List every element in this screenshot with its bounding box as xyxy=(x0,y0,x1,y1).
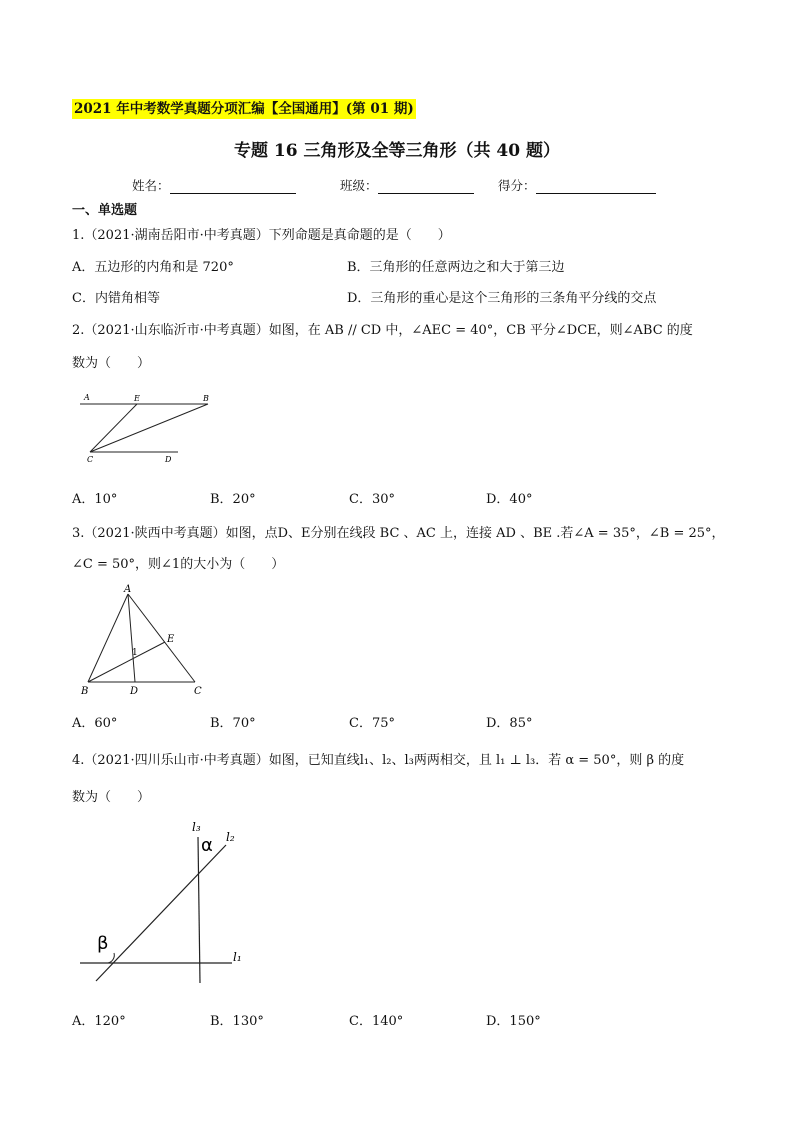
class-field xyxy=(340,176,474,194)
name-blank[interactable] xyxy=(170,180,296,194)
label-l2: l₂ xyxy=(226,830,235,844)
label-l3: l₃ xyxy=(192,820,201,834)
question-1-option-a: A．五边形的内角和是 720° xyxy=(72,260,234,275)
question-2-stem-line2: 数为（ ） xyxy=(72,356,151,371)
question-3-option-d: D．85° xyxy=(486,716,533,731)
question-3-option-a: A．60° xyxy=(72,716,118,731)
label-b: B xyxy=(81,686,89,697)
question-1-option-c: C．内错角相等 xyxy=(72,291,160,306)
question-1-stem: 1.（2021·湖南岳阳市·中考真题）下列命题是真命题的是（ ） xyxy=(72,228,451,243)
segment-ac xyxy=(128,594,195,682)
angle-beta-arc xyxy=(108,953,114,963)
series-banner: 2021 年中考数学真题分项汇编【全国通用】(第 01 期) xyxy=(74,101,414,117)
question-1-option-b: B．三角形的任意两边之和大于第三边 xyxy=(347,260,565,275)
question-3-stem-line2: ∠C = 50°，则∠1的大小为（ ） xyxy=(72,557,285,572)
question-4-option-c: C．140° xyxy=(349,1014,404,1029)
question-2-option-d: D．40° xyxy=(486,492,533,507)
label-beta: β xyxy=(97,933,109,954)
label-e: E xyxy=(134,394,140,403)
segment-be xyxy=(88,642,165,682)
segment-ad xyxy=(128,594,135,682)
question-2-option-a: A．10° xyxy=(72,492,118,507)
label-b: B xyxy=(203,394,209,403)
label-l1: l₁ xyxy=(233,950,242,964)
class-blank[interactable] xyxy=(378,180,474,194)
label-e: E xyxy=(167,634,175,645)
question-4-option-d: D．150° xyxy=(486,1014,541,1029)
question-2-option-b: B．20° xyxy=(210,492,256,507)
section-title: 一、单选题 xyxy=(72,203,138,218)
question-2-figure xyxy=(70,390,230,470)
name-field xyxy=(132,176,296,194)
question-3-figure xyxy=(78,582,218,700)
line-l2 xyxy=(96,845,226,981)
score-blank[interactable] xyxy=(536,180,656,194)
segment-ce xyxy=(90,404,137,452)
question-4-stem-line1: 4.（2021·四川乐山市·中考真题）如图，已知直线l₁、l₂、l₃两两相交，且 l₁ ⊥ l₃．若 α = 50°，则 β 的度 xyxy=(72,753,685,768)
class-label: 班级： xyxy=(340,178,378,193)
question-3-option-c: C．75° xyxy=(349,716,395,731)
question-4-option-b: B．130° xyxy=(210,1014,264,1029)
label-alpha: α xyxy=(201,835,213,856)
score-field xyxy=(498,176,656,194)
line-l3 xyxy=(198,837,200,983)
question-3-option-b: B．70° xyxy=(210,716,256,731)
label-a: A xyxy=(124,584,132,595)
label-d: D xyxy=(130,686,139,697)
label-c: C xyxy=(87,455,94,464)
question-1-option-d: D．三角形的重心是这个三角形的三条角平分线的交点 xyxy=(347,291,657,306)
segment-cb xyxy=(90,404,208,452)
label-angle-1: 1 xyxy=(132,648,138,658)
segment-ab xyxy=(88,594,128,682)
label-d: D xyxy=(165,455,172,464)
label-c: C xyxy=(194,686,202,697)
question-2-option-c: C．30° xyxy=(349,492,395,507)
question-4-stem-line2: 数为（ ） xyxy=(72,790,151,805)
question-4-option-a: A．120° xyxy=(72,1014,126,1029)
question-2-stem-line1: 2.（2021·山东临沂市·中考真题）如图，在 AB // CD 中，∠AEC = 40°，CB 平分∠DCE，则∠ABC 的度 xyxy=(72,323,693,338)
page-title: 专题 16 三角形及全等三角形（共 40 题） xyxy=(234,141,560,161)
score-label: 得分： xyxy=(498,178,536,193)
label-a: A xyxy=(84,393,90,402)
name-label: 姓名： xyxy=(132,178,170,193)
question-4-figure xyxy=(72,815,262,990)
question-3-stem-line1: 3.（2021·陕西中考真题）如图，点D、E分别在线段 BC 、AC 上，连接 AD 、BE .若∠A = 35°，∠B = 25°， xyxy=(72,526,725,541)
